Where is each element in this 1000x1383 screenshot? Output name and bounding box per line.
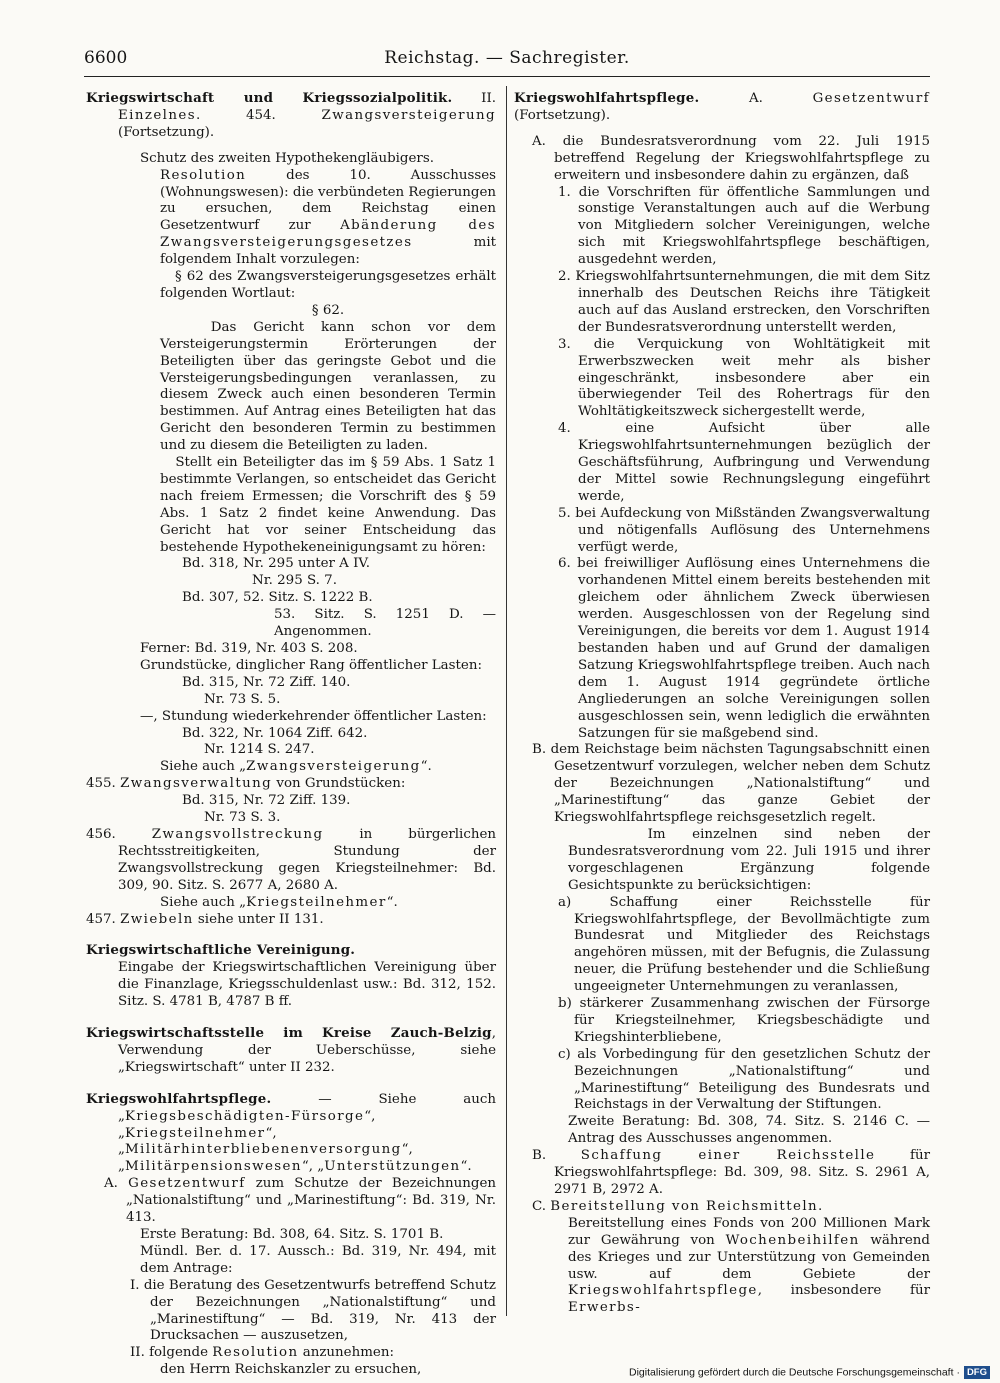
right-column-entry: Bereitstellung eines Fonds von 200 Millionen Mark zur Gewährung von Wochenbeihilfen während des Krieges und zur Unterstützung von Gemeinden usw. auf dem Gebiete der Kriegswohlfahrtspflege, insbesondere für Erwerbs- xyxy=(568,1215,930,1316)
right-column-entry: B. dem Reichstage beim nächsten Tagungsabschnitt einen Gesetzentwurf vorzulegen, welcher neben dem Schutz der Bezeichnungen „Nationalstiftung“ und „Marinestiftung“ das ganze Gebiet der Kriegswohlfahrtspflege reichsgesetzlich regelt. xyxy=(532,742,930,826)
left-column-entry: 53. Sitz. S. 1251 D. — Angenommen. xyxy=(274,607,496,640)
left-column-entry: Nr. 73 S. 5. xyxy=(204,691,281,707)
left-column-entry: 455. Zwangsverwaltung von Grundstücken: xyxy=(86,776,406,792)
right-column-entry: C. Bereitstellung von Reichsmitteln. xyxy=(532,1198,823,1214)
left-column-entry: Resolution des 10. Ausschusses (Wohnungswesen): die verbündeten Regierungen zu ersuchen, dem Reichstag einen Gesetzentwurf zur Abänderung des Zwangsversteigerungsgesetzes mit folgendem Inhalt vorzulegen: xyxy=(160,167,496,268)
column-divider xyxy=(506,86,507,1316)
running-title: Reichstag. — Sachregister. xyxy=(384,48,630,68)
left-column-entry: —, Stundung wiederkehrender öffentlicher Lasten: xyxy=(140,708,487,724)
left-column-entry: Erste Beratung: Bd. 308, 64. Sitz. S. 1701 B. xyxy=(140,1227,444,1242)
left-column-entry: Bd. 307, 52. Sitz. S. 1222 B. xyxy=(182,590,373,606)
left-column-entry: Nr. 1214 S. 247. xyxy=(204,742,315,758)
left-column-entry: Nr. 295 S. 7. xyxy=(252,573,337,589)
left-column-entry: A. Gesetzentwurf zum Schutze der Bezeichnungen „Nationalstiftung“ und „Marinestiftung“: Bd. 319, Nr. 413. xyxy=(104,1176,497,1226)
right-column xyxy=(514,90,930,1317)
right-column-entry: Kriegswohlfahrtspflege. A. Gesetzentwurf (Fortsetzung). xyxy=(514,90,930,123)
left-column-entry: Siehe auch „Zwangsversteigerung“. xyxy=(160,759,432,775)
left-column-entry: Kriegswirtschaftsstelle im Kreise Zauch-Belzig, Verwendung der Ueberschüsse, siehe „Kriegswirtschaft“ unter II 232. xyxy=(86,1025,496,1075)
right-column-entry: 2. Kriegswohlfahrtsunternehmungen, die mit dem Sitz innerhalb des Deutschen Reichs ihre Tätigkeit auch auf das Ausland erstrecken, den Vorschriften der Bundesratsverordnung unterstellt werden, xyxy=(558,269,930,335)
left-column-entry: Kriegswirtschaft und Kriegssozialpolitik. II. Einzelnes. 454. Zwangsversteigerung (Fortsetzung). xyxy=(86,90,496,140)
left-column-entry: Grundstücke, dinglicher Rang öffentlicher Lasten: xyxy=(140,657,482,673)
right-column-entry: A. die Bundesratsverordnung vom 22. Juli 1915 betreffend Regelung der Kriegswohlfahrtspflege zu erweitern und insbesondere dahin zu ergänzen, daß xyxy=(532,133,930,183)
page-number: 6600 xyxy=(84,48,128,68)
right-column-entry: 3. die Verquickung von Wohltätigkeit mit Erwerbszwecken weit mehr als bisher eingeschränkt, insbesondere aber ein überwiegender Teil des Rohertrags für den Wohltätigkeitszweck sichergestellt werde, xyxy=(558,336,930,420)
right-column-entry: 5. bei Aufdeckung von Mißständen Zwangsverwaltung und nötigenfalls Auflösung des Unternehmens verfügt werde, xyxy=(558,505,930,555)
left-column-entry: Bd. 315, Nr. 72 Ziff. 140. xyxy=(182,674,351,690)
left-column-entry: Schutz des zweiten Hypothekengläubigers. xyxy=(140,150,434,166)
left-column-entry: Siehe auch „Kriegsteilnehmer“. xyxy=(160,894,398,910)
dfg-logo: DFG xyxy=(964,1366,990,1379)
right-column-entry: 1. die Vorschriften für öffentliche Sammlungen und sonstige Veranstaltungen auch auf die Werbung von Mitgliedern solcher Vereinigungen, welche sich mit Kriegswohlfahrtspflege beschäftigen, ausgedehnt werden, xyxy=(558,184,930,268)
left-column-entry: II. folgende Resolution anzunehmen: xyxy=(130,1345,394,1361)
left-column-entry: 456. Zwangsvollstreckung in bürgerlichen Rechtsstreitigkeiten, Stundung der Zwangsvollstreckung gegen Kriegsteilnehmer: Bd. 309, 90. Sitz. S. 2677 A, 2680 A. xyxy=(86,826,497,893)
left-column-entry: Kriegswohlfahrtspflege. — Siehe auch „Kriegsbeschädigten-Fürsorge“, „Kriegsteilnehmer“, „Militärhinterbliebenenversorgung“, „Militärpensionswesen“, „Unterstützungen“. xyxy=(86,1090,496,1175)
left-column-entry: § 62 des Zwangsversteigerungsgesetzes erhält folgenden Wortlaut: xyxy=(160,269,496,301)
page-header xyxy=(84,48,930,74)
left-column-entry: I. die Beratung des Gesetzentwurfs betreffend Schutz der Bezeichnungen „Nationalstiftung“ und „Marinestiftung“ — Bd. 319, Nr. 413 der Drucksachen — auszusetzen, xyxy=(130,1277,496,1344)
left-column-entry: Nr. 73 S. 3. xyxy=(204,810,281,826)
header-rule xyxy=(84,76,930,77)
left-column-entry: Bd. 315, Nr. 72 Ziff. 139. xyxy=(182,793,351,809)
left-column-entry: Mündl. Ber. d. 17. Aussch.: Bd. 319, Nr. 494, mit dem Antrage: xyxy=(140,1243,496,1276)
right-column-entry: 6. bei freiwilliger Auflösung eines Unternehmens die vorhandenen Mittel einem bereits bestehenden mit gleichem oder ähnlichem Zweck überwiesen werden. Ausgeschlossen von der Regelung sind Vereinigungen, die bereits vor dem 1. August 1914 bestanden haben und auf Grund der damaligen Satzung Kriegswohlfahrtspflege treiben. Auch nach dem 1. August 1914 gegründete örtliche Angliederungen an solche Vereinigungen sollen ausgeschlossen sein, wenn lediglich die erwähnten Satzungen für sie maßgebend sind. xyxy=(558,556,930,741)
right-column-entry: c) als Vorbedingung für den gesetzlichen Schutz der Bezeichnungen „Nationalstiftung“ und „Marinestiftung“ Beteiligung des Bundesrats und Reichstags in der Verwaltung der Stiftungen. xyxy=(558,1046,930,1113)
left-column-entry: Kriegswirtschaftliche Vereinigung. xyxy=(86,942,356,959)
left-column-entry: Bd. 322, Nr. 1064 Ziff. 642. xyxy=(182,725,368,741)
right-column-entry: Im einzelnen sind neben der Bundesratsverordnung vom 22. Juli 1915 und ihrer vorgeschlagenen Ergänzung folgende Gesichtspunkte zu berücksichtigen: xyxy=(568,826,930,893)
right-column-entry: a) Schaffung einer Reichsstelle für Kriegswohlfahrtspflege, der Bevollmächtigte zum Bundesrat und Mitglieder des Reichstags angehören müssen, mit der Befugnis, die Zulassung neuer, die Prüfung bestehender und die Schließung ungeeigneter Unternehmungen zu veranlassen, xyxy=(558,894,930,995)
left-column-entry: den Herrn Reichskanzler zu ersuchen, xyxy=(160,1362,422,1378)
left-column-entry: Ferner: Bd. 319, Nr. 403 S. 208. xyxy=(140,641,358,656)
right-column-entry: b) stärkerer Zusammenhang zwischen der Fürsorge für Kriegsteilnehmer, Kriegsbeschädigte und Kriegshinterbliebene, xyxy=(558,996,930,1045)
left-column-entry: 457. Zwiebeln siehe unter II 131. xyxy=(86,911,324,927)
left-column-entry: Das Gericht kann schon vor dem Versteigerungstermin Erörterungen der Beteiligten über das geringste Gebot und die Versteigerungsbedingungen veranlassen, zu diesem Zweck auch einen besonderen Termin bestimmen. Auf Antrag eines Beteiligten hat das Gericht den besonderen Termin zu bestimmen und zu diesem die Beteiligten zu laden. xyxy=(160,319,496,454)
left-column-entry: Stellt ein Beteiligter das im § 59 Abs. 1 Satz 1 bestimmte Verlangen, so entscheidet das Gericht nach freiem Ermessen; die Vorschrift des § 59 Abs. 1 Satz 2 findet keine Anwendung. Das Gericht hat vor seiner Entscheidung das bestehende Hypothekeneinigungsamt zu hören: xyxy=(160,455,496,555)
right-column-entry: B. Schaffung einer Reichsstelle für Kriegswohlfahrtspflege: Bd. 309, 98. Sitz. S. 2961 A, 2971 B, 2972 A. xyxy=(532,1148,930,1197)
right-column-entry: 4. eine Aufsicht über alle Kriegswohlfahrtsunternehmungen bezüglich der Geschäftsführung, Aufbringung und Verwendung der Mittel sowie Rechnungslegung eingeführt werde, xyxy=(558,421,930,504)
left-column-entry: § 62. xyxy=(311,302,345,318)
left-column xyxy=(86,90,496,1379)
footer-credit xyxy=(600,1366,990,1382)
right-column-entry: Zweite Beratung: Bd. 308, 74. Sitz. S. 2146 C. — Antrag des Ausschusses angenommen. xyxy=(568,1114,930,1147)
footer-text: Digitalisierung gefördert durch die Deutsche Forschungsgemeinschaft · xyxy=(629,1366,960,1379)
left-column-entry: Eingabe der Kriegswirtschaftlichen Vereinigung über die Finanzlage, Kriegsschuldenlast usw.: Bd. 312, 152. Sitz. S. 4781 B, 4787 B ff. xyxy=(118,960,496,1010)
left-column-entry: Bd. 318, Nr. 295 unter A IV. xyxy=(182,556,370,572)
